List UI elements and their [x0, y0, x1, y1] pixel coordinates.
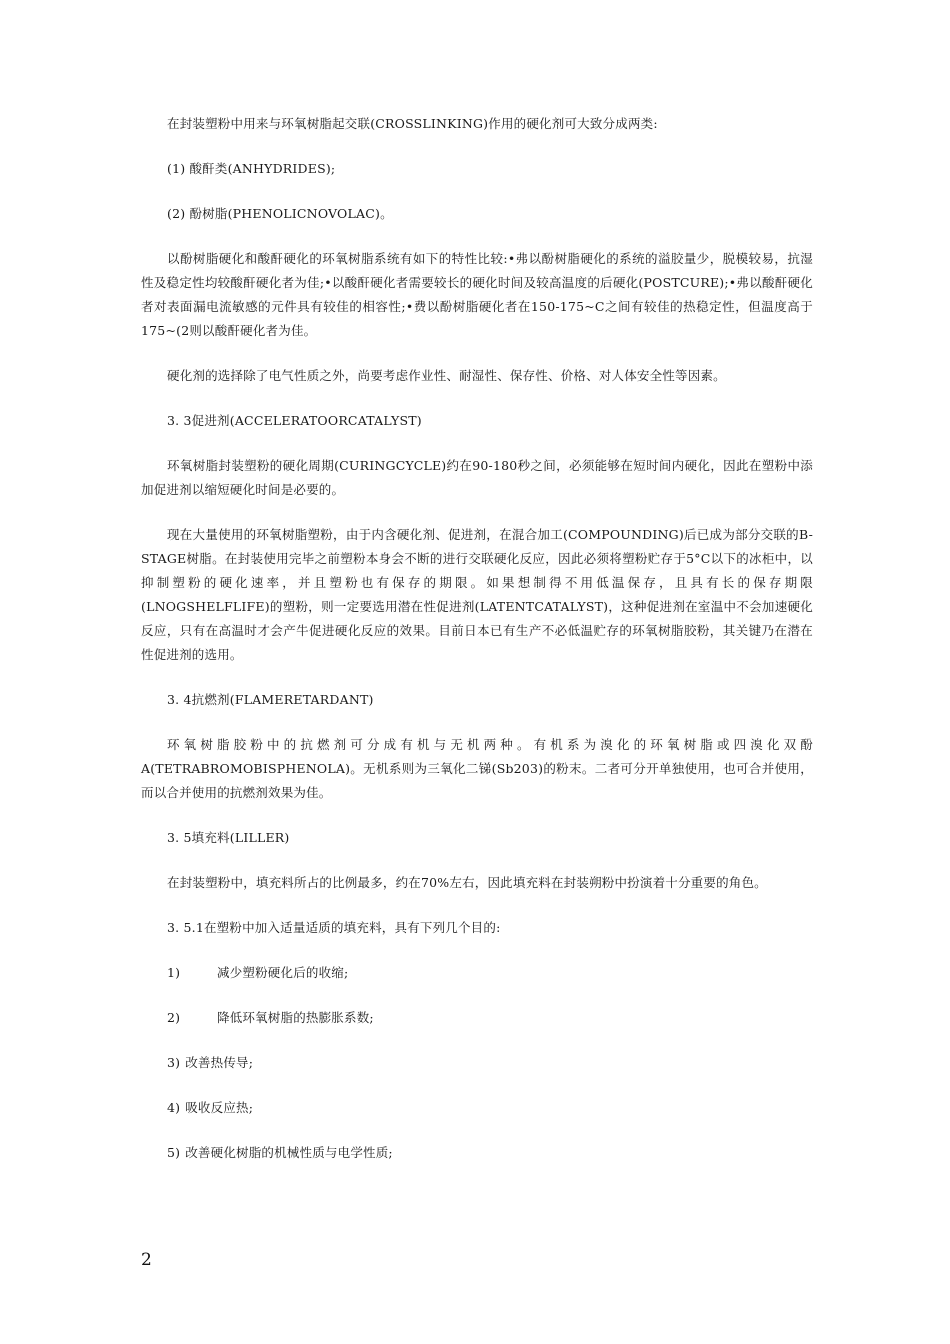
- list-item: [141, 961, 813, 985]
- list-item-number: 5): [167, 1145, 181, 1160]
- intro-paragraph: 在封装塑粉中用来与环氧树脂起交联(CROSSLINKING)作用的硬化剂可大致分成两类:: [167, 116, 658, 131]
- page-number: 2: [141, 1250, 152, 1270]
- list-item-number: 3): [167, 1055, 181, 1070]
- list-item: [141, 1141, 813, 1165]
- list-item-text: 改善热传导;: [185, 1055, 254, 1070]
- accelerator-paragraph-1: 环氧树脂封装塑粉的硬化周期(CURINGCYCLE)约在90-180秒之间，必须能够在短时间内硬化，因此在塑粉中添加促进剂以缩短硬化时间是必要的。: [141, 458, 813, 497]
- list-item-text: 吸收反应热;: [185, 1100, 254, 1115]
- hardener-type-1: (1) 酸酐类(ANHYDRIDES);: [167, 161, 336, 176]
- selection-paragraph: 硬化剂的选择除了电气性质之外，尚要考虑作业性、耐湿性、保存性、价格、对人体安全性等因素。: [167, 368, 726, 383]
- filler-subheading: 3. 5.1在塑粉中加入适量适质的填充料，具有下列几个目的:: [167, 920, 501, 935]
- accelerator-heading: 3. 3促进剂(ACCELERATOORCATALYST): [167, 413, 422, 428]
- filler-heading: 3. 5填充料(LILLER): [167, 830, 290, 845]
- list-item-number: 4): [167, 1100, 181, 1115]
- list-item-text: 改善硬化树脂的机械性质与电学性质;: [185, 1145, 393, 1160]
- flame-retardant-heading: 3. 4抗燃剂(FLAMERETARDANT): [167, 692, 374, 707]
- accelerator-paragraph-2: 现在大量使用的环氧树脂塑粉，由于内含硬化剂、促进剂，在混合加工(COMPOUNDING)后已成为部分交联的B-STAGE树脂。在封装使用完毕之前塑粉本身会不断的进行交联硬化反应，因此必须将塑粉贮存于5°C以下的冰柜中，以抑制塑粉的硬化速率，并且塑粉也有保存的期限。如果想制得不用低温保存，且具有长的保存期限(LNOGSHELFLIFE)的塑粉，则一定要选用潜在性促进剂(LATENTCATALYST)，这种促进剂在室温中不会加速硬化反应，只有在高温时才会产牛促进硬化反应的效果。目前日本已有生产不必低温贮存的环氧树脂胶粉，其关键乃在潜在性促进剂的选用。: [141, 527, 813, 662]
- list-item-text: 减少塑粉硬化后的收缩;: [217, 965, 349, 980]
- list-item-number: 2): [167, 1010, 181, 1025]
- flame-retardant-paragraph: 环氧树脂胶粉中的抗燃剂可分成有机与无机两种。有机系为溴化的环氧树脂或四溴化双酚A(TETRABROMOBISPHENOLA)。无机系则为三氧化二锑(Sb203)的粉末。二者可分开单独使用，也可合并使用，而以合并使用的抗燃剂效果为佳。: [141, 737, 813, 800]
- list-item: [141, 1096, 813, 1120]
- list-item-number: 1): [167, 965, 181, 980]
- list-item: [141, 1006, 813, 1030]
- comparison-paragraph: 以酚树脂硬化和酸酐硬化的环氧树脂系统有如下的特性比较:•弗以酚树脂硬化的系统的溢胶量少，脱模较易，抗湿性及稳定性均较酸酐硬化者为佳;•以酸酐硬化者需要较长的硬化时间及较高温度的后硬化(POSTCURE);•弗以酸酐硬化者对表面漏电流敏感的元件具有较佳的相容性;•费以酚树脂硬化者在150-175~C之间有较佳的热稳定性，但温度高于175~(2则以酸酐硬化者为佳。: [141, 251, 813, 338]
- hardener-type-2: (2) 酚树脂(PHENOLICNOVOLAC)。: [167, 206, 393, 221]
- document-body: [141, 112, 813, 1186]
- list-item: [141, 1051, 813, 1075]
- filler-paragraph: 在封装塑粉中，填充料所占的比例最多，约在70%左右，因此填充料在封装朔粉中扮演着十分重要的角色。: [167, 875, 767, 890]
- list-item-text: 降低环氧树脂的热膨胀系数;: [217, 1010, 374, 1025]
